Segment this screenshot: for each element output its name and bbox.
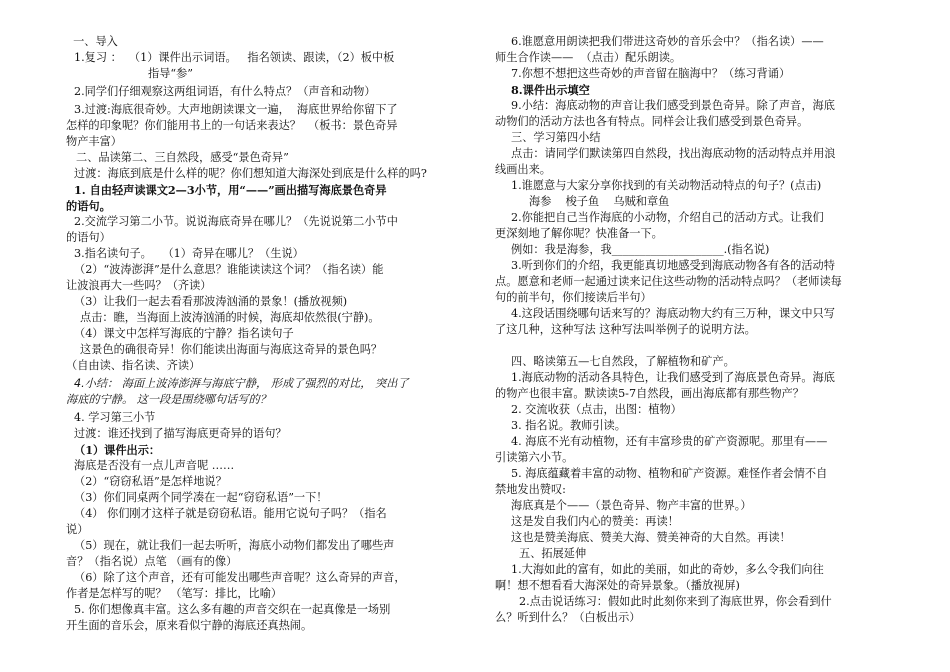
text-line: 点击：请同学们默读第四自然段，找出海底动物的活动特点并用浪 (511, 147, 836, 160)
text-line: 2.交流学习第二小节。说说海底奇异在哪儿？（先说说第二小节中 (74, 215, 398, 228)
text-line: 3.指名读句子。 （1）奇异在哪儿？（生说） (74, 247, 304, 260)
text-line: 这也是赞美海底、赞美大海、赞美神奇的大自然。再读！ (511, 531, 791, 544)
text-line: 师生合作读—— （点击）配乐朗读。 (495, 51, 682, 64)
text-line: 1.大海如此的富有，如此的美丽，如此的奇妙，多么令我们向往 (511, 563, 824, 576)
text-line: 了这几种，这种写法 这种写法叫举例子的说明方法。 (495, 323, 756, 336)
text-line: （3）你们同桌两个同学凑在一起“窃窃私语”一下！ (74, 491, 328, 504)
text-line: 怎样的印象呢？你们能用书上的一句话来表达？ （板书：景色奇异 (66, 119, 398, 132)
text-line: 3.过渡:海底很奇妙。大声地朗读课文一遍， 海底世界给你留下了 (74, 103, 398, 116)
text-line: 海底的宁静。 这一段是围绕哪句话写的？ (66, 393, 271, 406)
text-line: 的语句。 (66, 199, 111, 213)
text-line: 线画出来。 (495, 163, 551, 176)
text-line: （自由读、指名读、齐读） (66, 359, 201, 372)
text-line: 海底真是个——（景色奇异、物产丰富的世界。） (511, 499, 752, 512)
text-line: 过渡：海底到底是什么样的呢？你们想知道大海深处到底是什么样的吗? (74, 167, 427, 180)
text-line: 四、略读第五—七自然段，了解植物和矿产。 (511, 355, 735, 368)
text-line: 五、拓展延伸 (519, 547, 587, 560)
text-line: 4.小结： 海面上波涛澎湃与海底宁静， 形成了强烈的对比， 突出了 (74, 377, 409, 390)
text-line: 这是发自我们内心的赞美：再读！ (511, 515, 679, 528)
text-line: 4.这段话围绕哪句话来写的？海底动物大约有三万种，课文中只写 (511, 307, 835, 320)
right-column (487, 0, 897, 672)
text-line: 1.复习 ： （1）课件出示词语。 指名领读、跟读，（2）板中板 (74, 51, 395, 64)
text-line: （1）课件出示： (74, 443, 161, 457)
text-line: 点。愿意和老师一起通过读来记住这些动物的活动特点吗？（老师读每 (495, 275, 842, 288)
text-line: 2.点击说话练习：假如此时此刻你来到了海底世界，你会看到什 (519, 595, 832, 608)
text-line: 禁地发出赞叹: (495, 483, 566, 496)
text-line: （2）“窃窃私语”是怎样地说？ (74, 475, 227, 488)
text-line: 动物们的活动方法也各有特点。同样会让我们感受到景色奇异。 (495, 115, 809, 128)
text-line: 4. 学习第三小节 (74, 411, 156, 424)
text-line: 5. 你们想像真丰富。这么多有趣的声音交织在一起真像是一场别 (74, 603, 391, 616)
text-line: 音？（指名说）点笔 （画有的像） (66, 555, 238, 568)
text-line: 例如：我是海参，我____________________.(指名说) (511, 243, 770, 256)
text-line: 更深刻地了解你呢？快准备一下。 (495, 227, 663, 240)
text-line: 5. 海底蕴藏着丰富的动物、植物和矿产资源。难怪作者会情不自 (511, 467, 828, 480)
text-line: 说） (66, 523, 89, 536)
text-line: 么？听到什么？（白板出示） (495, 611, 641, 624)
text-line: 点击：瞧，当海面上波涛汹涌的时候，海底却依然很(宁静)。 (80, 311, 380, 324)
text-line: 句的前半句，你们接读后半句） (495, 291, 652, 304)
left-column (66, 0, 476, 672)
text-line: 海参 梭子鱼 乌贼和章鱼 (529, 195, 670, 208)
text-line: 三、学习第四小结 (511, 131, 601, 144)
text-line: 1. 自由轻声读课文2—3小节，用“——”画出描写海底景色奇异 (74, 183, 387, 197)
text-line: 的物产也很丰富。默读读5-7自然段，画出海底都有那些物产？ (495, 387, 804, 400)
text-line: 9.小结：海底动物的声音让我们感受到景色奇异。除了声音，海底 (511, 99, 835, 112)
text-line: （5）现在，就让我们一起去听听，海底小动物们都发出了哪些声 (74, 539, 395, 552)
text-line: （3）让我们一起去看看那波涛汹涌的景象！(播放视频) (74, 295, 348, 308)
text-line: 3. 指名说。教师引读。 (511, 419, 626, 432)
text-line: 让波浪再大一些吗？（齐读） (66, 279, 212, 292)
text-line: 开生面的音乐会，原来看似宁静的海底还真热闹。 (66, 619, 313, 632)
text-line: 物产丰富） (66, 135, 122, 148)
text-line: 啊！想不想看看大海深处的奇异景象。（播放视屏) (495, 579, 740, 592)
text-line: 这景色的确很奇异！你们能读出海面与海底这奇异的景色吗？ (80, 343, 383, 356)
text-line: 2. 交流收获（点击，出图：植物） (511, 403, 682, 416)
text-line: 过渡：谁还找到了描写海底更奇异的语句？ (74, 427, 287, 440)
text-line: 1.谁愿意与大家分享你找到的有关动物活动特点的句子？(点击) (511, 179, 822, 192)
text-line: 7.你想不想把这些奇妙的声音留在脑海中？（练习背诵） (511, 67, 791, 80)
text-line: 2.同学们仔细观察这两组词语，有什么特点？（声音和动物） (74, 85, 376, 98)
text-line: （2）“波涛澎湃”是什么意思？谁能读读这个词？（指名读）能 (74, 263, 384, 276)
text-line: 指导“参” (148, 67, 194, 80)
text-line: 3.听到你们的介绍，我更能真切地感受到海底动物各有各的活动特 (511, 259, 835, 272)
text-line: 作者是怎样写的呢？ （笔写：排比，比喻） (66, 587, 283, 600)
text-line: 2.你能把自己当作海底的小动物，介绍自己的活动方式。让我们 (511, 211, 824, 224)
text-line: 1.海底动物的活动各具特色，让我们感受到了海底景色奇异。海底 (511, 371, 835, 384)
text-line: 6.谁愿意用朗读把我们带进这奇妙的音乐会中？（指名读）—— (511, 35, 824, 48)
text-line: （4）课文中怎样写海底的宁静？指名读句子 (74, 327, 294, 340)
text-line: 4. 海底不光有动植物，还有丰富珍贵的矿产资源呢。那里有—— (511, 435, 828, 448)
text-line: 海底是否没有一点儿声音呢 …… (74, 459, 235, 472)
text-line: 一、导入 (66, 35, 118, 48)
text-line: （6）除了这个声音，还有可能发出哪些声音呢？这么奇异的声音， (74, 571, 406, 584)
text-line: （4） 你们刚才这样子就是窃窃私语。能用它说句子吗？（指名 (74, 507, 387, 520)
text-line: 二、品读第二、三自然段，感受“景色奇异” (76, 151, 289, 164)
text-line: 的语句） (66, 231, 111, 244)
text-line: 8.课件出示填空 (511, 83, 590, 97)
text-line: 引读第六小节。 (495, 451, 574, 464)
